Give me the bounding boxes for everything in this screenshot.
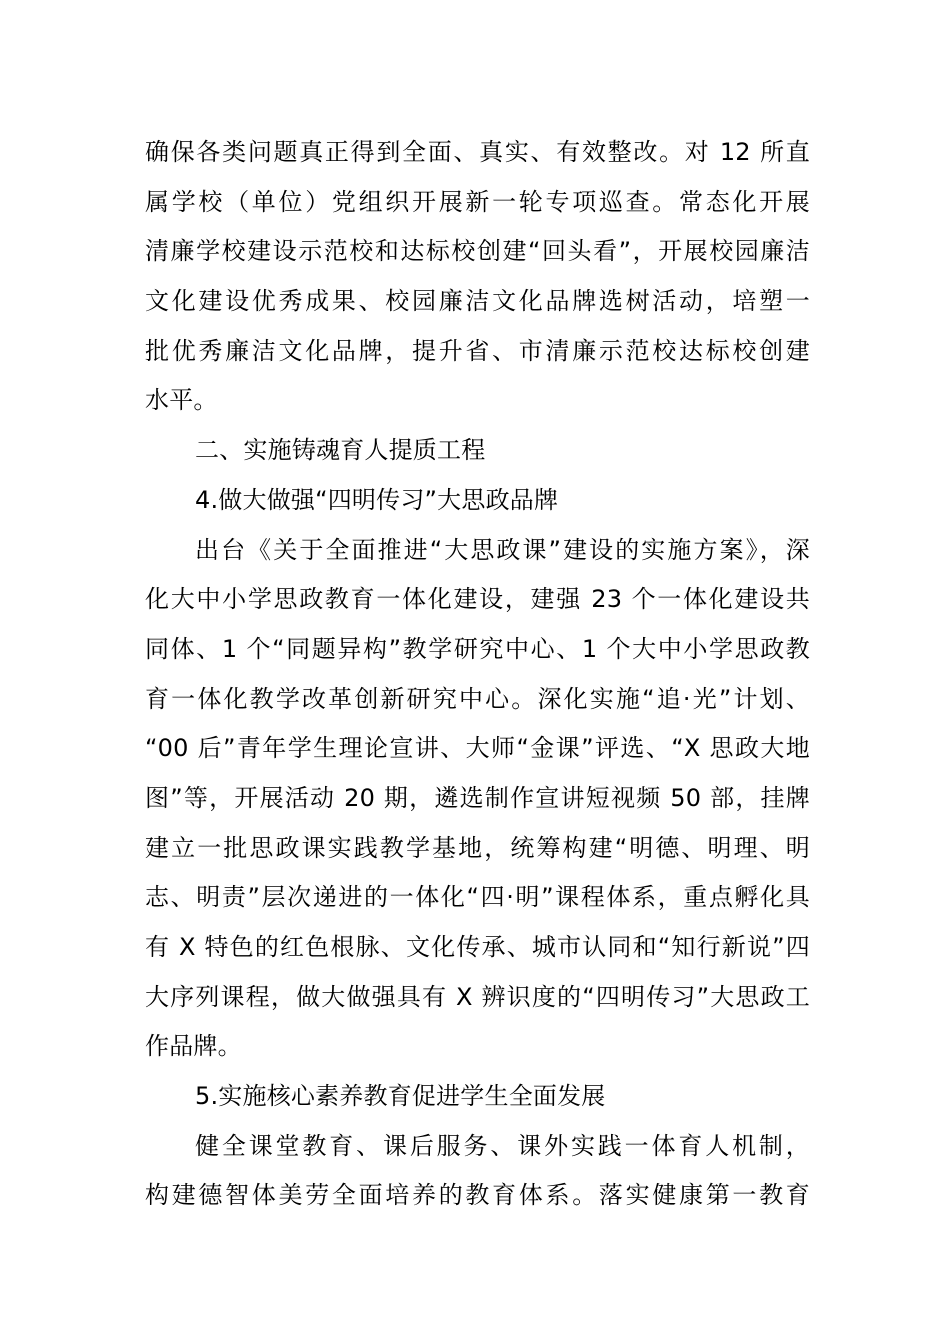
section-heading: 二、实施铸魂育人提质工程	[195, 436, 486, 465]
paragraph-line: 文化建设优秀成果、校园廉洁文化品牌选树活动，培塑一	[145, 287, 810, 316]
paragraph-line: 属学校（单位）党组织开展新一轮专项巡查。常态化开展	[145, 187, 810, 216]
paragraph-line: 清廉学校建设示范校和达标校创建“回头看”，开展校园廉洁	[145, 237, 810, 266]
paragraph-line: 健全课堂教育、课后服务、课外实践一体育人机制，	[195, 1131, 810, 1160]
subsection-heading: 4.做大做强“四明传习”大思政品牌	[195, 485, 559, 514]
paragraph-line: 化大中小学思政教育一体化建设，建强 23 个一体化建设共	[145, 585, 810, 614]
paragraph-line: 出台《关于全面推进“大思政课”建设的实施方案》，深	[195, 535, 810, 564]
body-text	[145, 128, 815, 1221]
paragraph-line: 育一体化教学改革创新研究中心。深化实施“追·光”计划、	[145, 684, 810, 713]
paragraph-line: 志、明责”层次递进的一体化“四·明”课程体系，重点孵化具	[145, 883, 810, 912]
paragraph-line: 确保各类问题真正得到全面、真实、有效整改。对 12 所直	[145, 138, 810, 166]
paragraph-line: “00 后”青年学生理论宣讲、大师“金课”评选、“X 思政大地	[145, 734, 810, 763]
paragraph-line: 作品牌。	[145, 1032, 242, 1061]
paragraph-line: 建立一批思政课实践教学基地，统筹构建“明德、明理、明	[145, 833, 810, 862]
subsection-heading: 5.实施核心素养教育促进学生全面发展	[195, 1082, 606, 1111]
paragraph-line: 图”等，开展活动 20 期，遴选制作宣讲短视频 50 部，挂牌	[145, 783, 810, 812]
paragraph-line: 构建德智体美劳全面培养的教育体系。落实健康第一教育	[145, 1181, 810, 1210]
paragraph-line: 水平。	[145, 386, 218, 415]
paragraph-line: 大序列课程，做大做强具有 X 辨识度的“四明传习”大思政工	[145, 982, 810, 1011]
paragraph-line: 同体、1 个“同题异构”教学研究中心、1 个大中小学思政教	[145, 634, 810, 663]
paragraph-line: 有 X 特色的红色根脉、文化传承、城市认同和“知行新说”四	[145, 933, 810, 961]
paragraph-line: 批优秀廉洁文化品牌，提升省、市清廉示范校达标校创建	[145, 336, 810, 365]
